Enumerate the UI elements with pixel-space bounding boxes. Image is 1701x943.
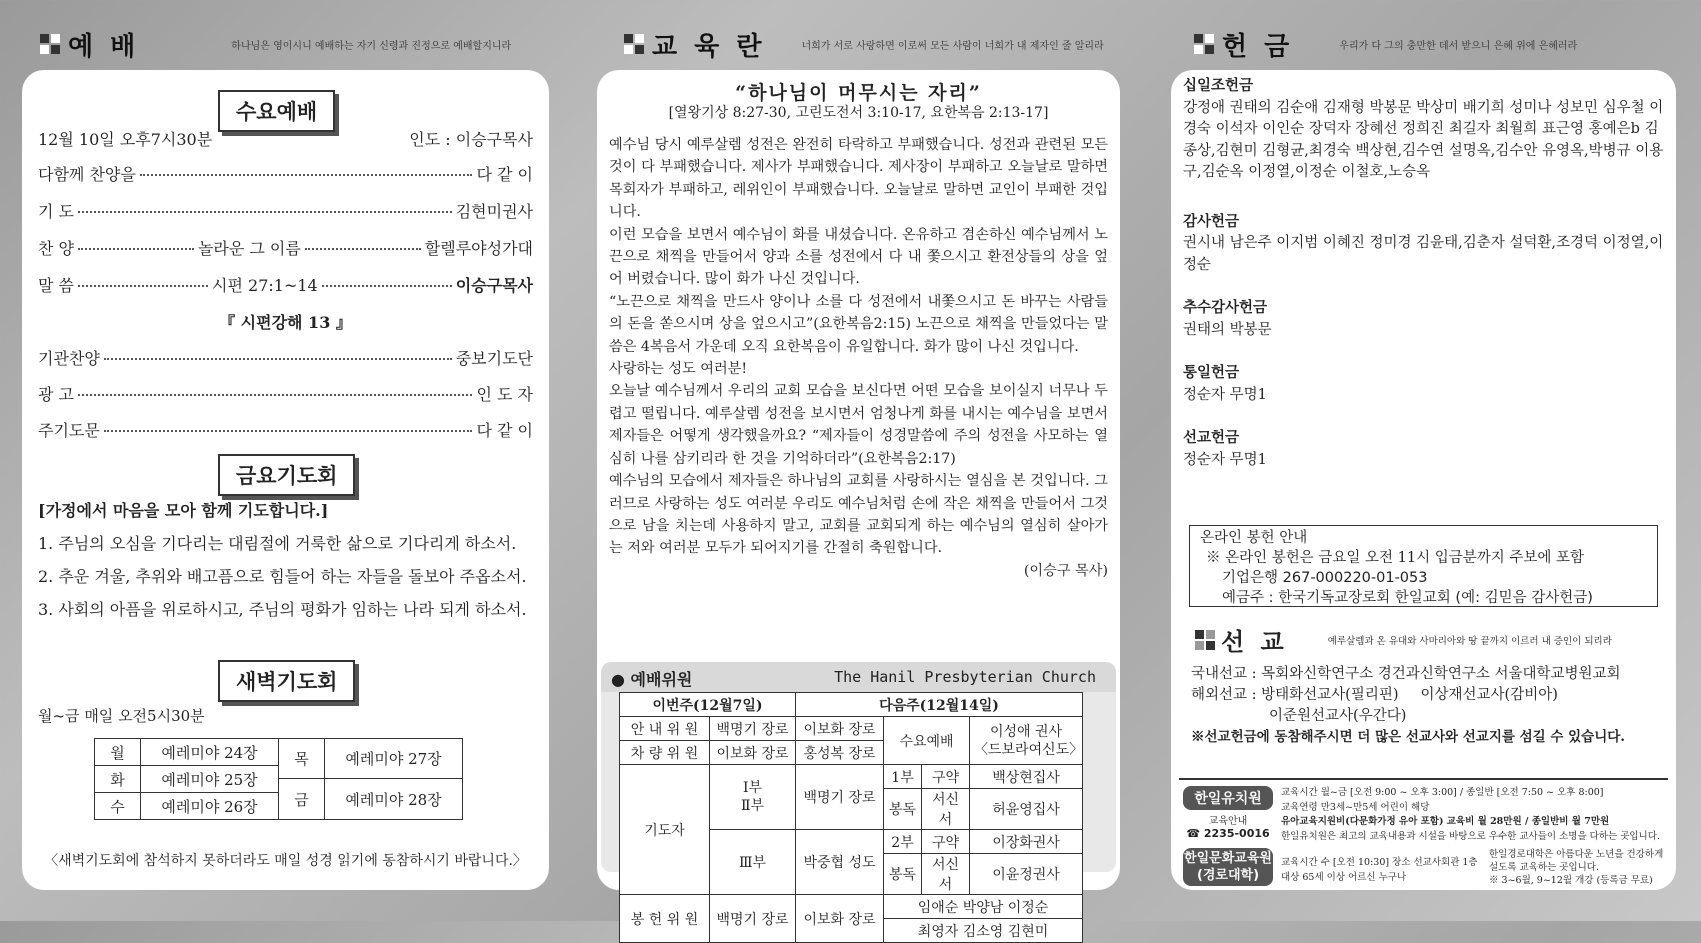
dawn-table-2: [278, 738, 463, 820]
dawn-time: 월~금 매일 오전5시30분: [38, 707, 205, 725]
sermon-paragraph: 사랑하는 성도 여러분!: [609, 361, 748, 378]
table-row: 수 예레미야 26장: [95, 793, 279, 820]
order-label: 기 도: [38, 202, 74, 221]
worship-title: 예 배: [68, 31, 140, 62]
table-row: 월 예레미야 24장: [95, 739, 279, 766]
table-row: 봉 헌 위 원 백명기 장로 이보화 장로 임애순 박양남 이정순: [620, 895, 1083, 919]
prayer-item: 1. 주님의 오심을 기다리는 대림절에 거룩한 삶으로 기다리게 하소서.: [38, 534, 517, 553]
mission-list: [1191, 664, 1625, 748]
table-row: 안 내 위 원 백명기 장로 이보화 장로 수요예배 이성애 권사 〈드보라여신도〉: [620, 717, 1083, 741]
fri-prayer-badge: 금요기도회: [218, 454, 355, 496]
sermon-series: 『 시편강해 13 』: [219, 313, 352, 332]
sermon-body: [609, 134, 1108, 582]
offering-heading: 선교헌금: [1183, 430, 1240, 446]
mission-overseas: 해외선교 : 방태화선교사(필리핀): [1191, 687, 1399, 703]
wed-service-badge: 수요예배: [218, 90, 335, 132]
offering-names: 권시내 남은주 이지범 이혜진 정미경 김윤태,김춘자 설덕환,조경덕 이정열,이정순: [1183, 235, 1664, 273]
order-label: 찬 양: [38, 239, 74, 258]
order-row: [38, 273, 533, 296]
offering-panel: [1171, 70, 1676, 890]
grid-icon: [1195, 630, 1215, 650]
grid-icon: [1194, 34, 1214, 54]
online-note: ※ 온라인 봉헌은 금요일 오전 11시 입금분까지 주보에 포함: [1206, 550, 1584, 566]
table-row: 봉독 서신서 이윤정권사: [620, 854, 1083, 895]
order-row: [38, 162, 533, 185]
kinder-phone: ☎ 2235-0016: [1186, 827, 1270, 840]
order-row: [38, 236, 533, 259]
dawn-table: [94, 738, 279, 820]
part-label: Ⅰ부 Ⅱ부: [710, 765, 796, 830]
order-row: [38, 199, 533, 222]
education-panel: [597, 70, 1120, 940]
mission-domestic: 국내선교 : 목회와신학연구소 경건과신학연구소 서울대학교병원교회: [1191, 666, 1621, 682]
order-middle: 놀라운 그 이름: [197, 239, 301, 258]
kinder-label: 한일유치원: [1183, 786, 1273, 810]
order-person: 중보기도단: [455, 349, 533, 368]
table-row: 봉독 서신서 허윤영집사: [620, 789, 1083, 830]
committee-label: ● 예배위원: [611, 670, 693, 689]
order-row: [38, 382, 533, 405]
sermon-author: (이승구 목사): [1023, 562, 1108, 579]
sermon-paragraph: 오늘날 예수님께서 우리의 교회 모습을 보신다면 어떤 모습을 보이실지 너무나 두렵고 떨립니다. 예루살렘 성전을 보시면서 엄청나게 화를 내시는 예수님을 보면서 제자들은 어떻게 생각했을까요? “제자들이 성경말씀에 주의 성전을 사모하는 열심히 나를 삼키리라 한 것을 기억하더라”(요한복음2:17): [609, 383, 1108, 467]
order-row: [38, 346, 533, 369]
sermon-paragraph: 예수님의 모습에서 제자들은 하나님의 교회를 사랑하시는 열심을 본 것입니다. 그러므로 사랑하는 성도 여러분 우리도 예수님처럼 손에 작은 채찍을 만들어서 그것으로 남을 치는데 사용하지 말고, 교회를 교회되게 하는 예수님의 열심히 살아가는 저와 여러분 모두가 되어지기를 간절히 축원합니다.: [609, 473, 1108, 557]
sermon-title: “하나님이 머무시는 자리”: [735, 82, 982, 104]
table-row: 화 예레미야 25장: [95, 766, 279, 793]
table-row: 이번주(12월7일) 다음주(12월14일): [620, 693, 1083, 717]
offering-names: 권태의 박봉문: [1183, 321, 1272, 338]
order-label: 주기도문: [38, 421, 100, 440]
order-person: 인 도 자: [476, 385, 533, 404]
senior-info: 교육시간 수 [오전 10:30] 장소 선교사회관 1층 대상 65세 이상 어르신 누구나: [1281, 857, 1478, 883]
offering-names: 정순자 무명1: [1183, 451, 1267, 468]
table-row: 금 예레미야 28장: [279, 779, 463, 820]
dawn-note: 〈새벽기도회에 참석하지 못하더라도 매일 성경 읽기에 동참하시기 바랍니다.〉: [44, 853, 527, 869]
mission-verse: 예루살렘과 온 유대와 사마리아와 땅 끝까지 이르러 내 증인이 되리라: [1327, 635, 1612, 647]
prayer-item: 3. 사회의 아픔을 위로하시고, 주님의 평화가 임하는 나라 되게 하소서.: [38, 600, 527, 619]
worship-panel: [22, 70, 549, 890]
bank-account: 기업은행 267-000220-01-053: [1222, 570, 1428, 586]
worship-header: [40, 28, 511, 60]
table-row: 목 예레미야 27장: [279, 739, 463, 779]
mission-overseas-3: 이준원선교사(우간다): [1269, 708, 1407, 724]
wed-leader: 인도 : 이승구목사: [409, 130, 533, 149]
senior-right-info: 한일경로대학은 아름다운 노년을 건강하게 설도록 교육하는 곳입니다. ※ 3~6월, 9~12월 개강 (등록금 무료): [1489, 849, 1664, 886]
divider: [1179, 778, 1668, 780]
offering-heading: 십일조헌금: [1183, 78, 1254, 94]
committee-bar: [601, 662, 1116, 692]
order-label: 광 고: [38, 385, 74, 404]
order-person: 할렐루야성가대: [424, 239, 533, 258]
table-row: Ⅲ부 박중협 성도 2부 구약 이장화권사: [620, 830, 1083, 854]
online-title: 온라인 봉헌 안내: [1200, 530, 1308, 546]
senior-label: 한일문화교육원 (경로대학): [1183, 848, 1273, 886]
order-label: 다함께 찬양을: [38, 165, 136, 184]
edu-verse: 너희가 서로 사랑하면 이로써 모든 사람이 너희가 내 제자인 줄 알리라: [801, 40, 1104, 52]
order-label: 기관찬양: [38, 349, 100, 368]
order-person: 이승구목사: [455, 276, 534, 295]
fri-heading: [가정에서 마음을 모아 함께 기도합니다.]: [38, 501, 329, 520]
sermon-ref: [열왕기상 8:27-30, 고린도전서 3:10-17, 요한복음 2:13-17]: [668, 105, 1049, 121]
grid-icon: [40, 34, 60, 54]
offering-header: [1194, 28, 1577, 60]
offering-heading: 통일헌금: [1183, 365, 1240, 381]
order-row: [38, 418, 533, 441]
kinder-info: 교육시간 월~금 [오전 9:00 ~ 오후 3:00] / 종일반 [오전 7:50 ~ 오후 8:00] 교육연령 만3세~만5세 어린이 해당 유아교육지원비(다문화가정 유아 포함) 교육비 월 28만원 / 종일반비 월 7만원 한일유치원은 최고의 교육내용과 시설을 바탕으로 우수한 교사들이 소명을 다하는 곳입니다.: [1281, 787, 1660, 842]
edu-title: 교 육 란: [652, 31, 766, 62]
order-middle: 시편 27:1~14: [212, 276, 318, 295]
account-holder: 예금주 : 한국기독교장로회 한일교회 (예: 김믿음 감사헌금): [1222, 590, 1593, 606]
order-person: 다 같 이: [476, 421, 533, 440]
grid-icon: [624, 34, 644, 54]
wed-date: 12월 10일 오후7시30분: [38, 130, 213, 149]
offering-list: [1183, 76, 1664, 471]
prayer-item: 2. 추운 겨울, 추위와 배고픔으로 힘들어 하는 자들을 돌보아 주옵소서.: [38, 567, 527, 586]
offering-title: 헌 금: [1222, 31, 1294, 62]
dawn-prayer-badge: 새벽기도회: [218, 660, 355, 702]
mission-overseas-2: 이상재선교사(감비아): [1420, 687, 1558, 703]
worship-verse: 하나님은 영이시니 예배하는 자기 신령과 진정으로 예배할지니라: [231, 40, 512, 52]
mission-title: 선 교: [1221, 628, 1288, 656]
offering-heading: 추수감사헌금: [1183, 300, 1268, 316]
order-label: 말 씀: [38, 276, 74, 295]
kinder-sub: 교육안내: [1208, 816, 1248, 827]
sermon-paragraph: 예수님 당시 예루살렘 성전은 완전히 타락하고 부패했습니다. 성전과 관련된 모든 것이 다 부패했습니다. 제사가 부패했습니다. 제사장이 부패하고 오늘날로 말하면 목회자가 부패하고, 레위인이 부패했습니다. 오늘날로 말하면 교인이 부패한 것입니다.: [609, 137, 1108, 221]
offering-heading: 감사헌금: [1183, 213, 1240, 230]
offering-names: 강정애 권태의 김순애 김재형 박봉문 박상미 배기희 성미나 성보민 심우철 이경숙 이석자 이인순 장덕자 장혜선 정희진 최길자 최월희 표근영 홍예은b 김종상,김현미 김형균,최경숙 백상현,김수연 설명옥,김수안 유영옥,박병규 이용구,김순옥 이정열,이정순 이철호,노승옥: [1183, 99, 1664, 180]
edu-header: [624, 28, 1104, 60]
online-offering-box: [1189, 525, 1658, 607]
sermon-paragraph: “노끈으로 채찍을 만드사 양이나 소를 다 성전에서 내쫓으시고 돈 바꾸는 사람들의 돈을 쏟으시며 상을 엎으시고”(요한복음2:15) 노끈으로 채찍을 만들었다는 말씀은 4복음서 가운데 오직 요한복음이 유일합니다. 화가 많이 나신 것입니다.: [609, 293, 1108, 355]
mission-header: [1195, 622, 1612, 657]
mission-note: ※선교헌금에 동참해주시면 더 많은 선교사와 선교지를 섬길 수 있습니다.: [1191, 729, 1625, 745]
dawn-schedule: [94, 738, 463, 820]
kinder-label-box: [1183, 786, 1273, 840]
order-person: 김현미권사: [455, 202, 533, 221]
table-row: 최영자 김소영 김현미: [620, 919, 1083, 943]
church-name: The Hanil Presbyterian Church: [834, 668, 1096, 686]
sermon-paragraph: 이런 모습을 보면서 예수님이 화를 내셨습니다. 온유하고 겸손하신 예수님께서 노끈으로 채찍을 만들어서 양과 소를 성전에서 다 내 쫓으시고 환전상들의 상을 엎어 버렸습니다. 많이 화가 나신 것입니다.: [609, 226, 1108, 288]
committee-table: [619, 692, 1083, 943]
order-person: 다 같 이: [476, 165, 533, 184]
offering-verse: 우리가 다 그의 충만한 데서 받으니 은혜 위에 은혜러라: [1339, 40, 1578, 52]
table-row: 기도자 Ⅰ부 Ⅱ부 백명기 장로 1부 구약 백상현집사: [620, 765, 1083, 789]
table-row: 차 량 위 원 이보화 장로 홍성복 장로: [620, 741, 1083, 765]
offering-names: 정순자 무명1: [1183, 386, 1267, 403]
